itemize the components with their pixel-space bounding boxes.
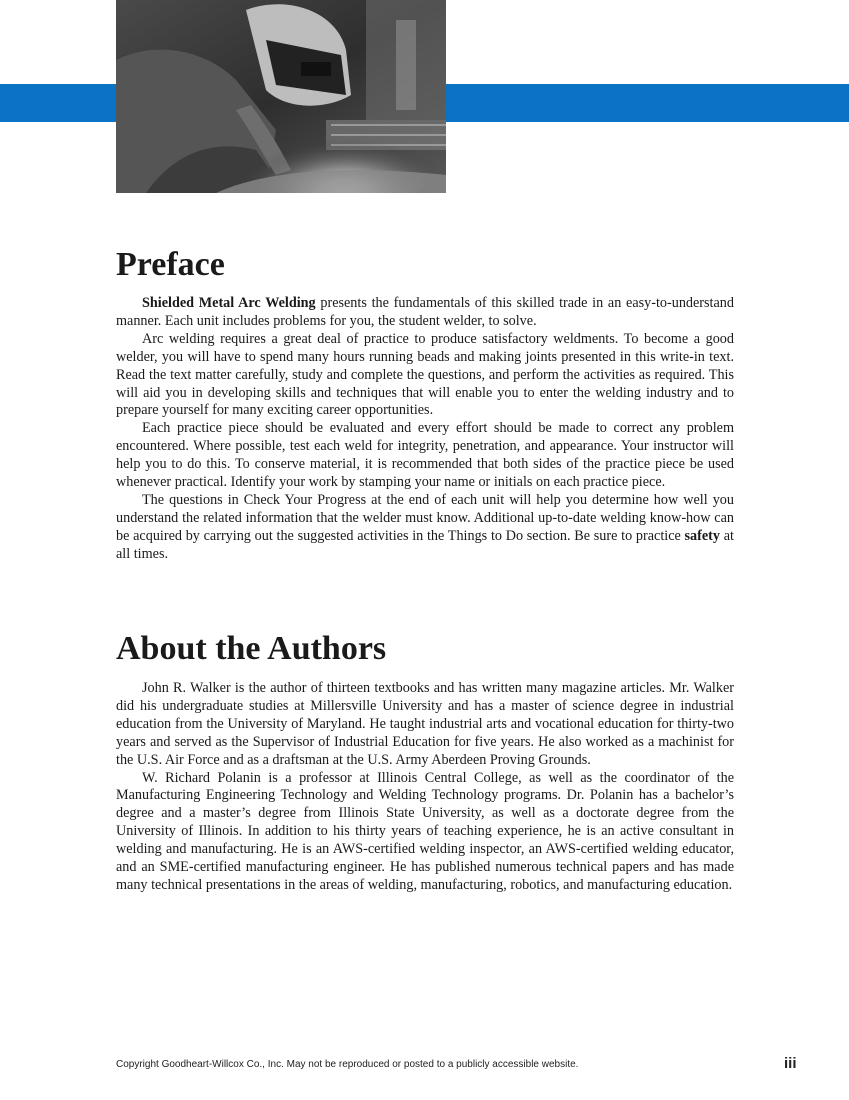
page-number: iii	[784, 1055, 797, 1072]
preface-paragraph-text: presents the fundamentals of this skilled trade in an easy-to-understand manner. Each unit includes problems for you, the student welder, to solve.	[116, 295, 734, 329]
author-paragraph-walker: John R. Walker is the author of thirteen textbooks and has written many magazine articles. Mr. Walker did his undergraduate studies at Millersville University and has a master of science degree in industrial education from the University of Maryland. He taught industrial arts and vocational education for thirty-two years and served as the Supervisor of Industrial Education for five years. He also worked as a machinist for the U.S. Air Force and as a draftsman at the U.S. Army Aberdeen Proving Grounds.	[116, 680, 734, 768]
about-authors-heading: About the Authors	[116, 630, 387, 667]
preface-heading: Preface	[116, 246, 225, 283]
preface-paragraph-text: at all times.	[116, 527, 734, 562]
preface-paragraph: Each practice piece should be evaluated and every effort should be made to correct any problem encountered. Where possible, test each weld for integrity, penetration, and appearance. Your instructor will help you to do this. To conserve material, it is recommended that both sides of the practice piece be used whenever practical. Identify your work by stamping your name or initials on each practice piece.	[116, 420, 734, 491]
book-title: Shielded Metal Arc Welding	[142, 295, 316, 311]
preface-paragraph-text: The questions in Check Your Progress at the end of each unit will help you determine how well you understand the related information that the welder must know. Additional up-to-date welding know-how can be acquired by carrying out the suggested activities in the Things to Do section. Be sure to practice	[116, 491, 734, 544]
welder-photo-icon	[116, 0, 446, 193]
authors-body	[116, 680, 734, 895]
preface-body	[116, 295, 734, 564]
author-paragraph-polanin: W. Richard Polanin is a professor at Illinois Central College, as well as the coordinator of the Manufacturing Engineering Technology and Welding Technology programs. Dr. Polanin has a bachelor’s degree and a master’s degree from Illinois State University, as well as a doctorate degree from the University of Illinois. In addition to his thirty years of teaching experience, he is an active consultant in welding and manufacturing. He is an AWS-certified welding inspector, an AWS-certified welding educator, and an SME-certified manufacturing engineer. He has published numerous technical papers and has made many technical presentations in the areas of welding, manufacturing, robotics, and manufacturing education.	[116, 769, 734, 893]
safety-emphasis: safety	[684, 527, 720, 544]
preface-paragraph: Arc welding requires a great deal of practice to produce satisfactory weldments. To become a good welder, you will have to spend many hours running beads and making joints presented in this write-in text. Read the text matter carefully, study and complete the questions, and perform the activities as required. This will aid you in developing skills and techniques that will enable you to enter the welding industry and to prepare yourself for many exciting career opportunities.	[116, 330, 734, 419]
preface-paragraph	[116, 295, 734, 331]
preface-paragraph	[116, 492, 734, 564]
copyright-footer: Copyright Goodheart-Willcox Co., Inc. May not be reproduced or posted to a publicly accessible website.	[116, 1059, 579, 1070]
